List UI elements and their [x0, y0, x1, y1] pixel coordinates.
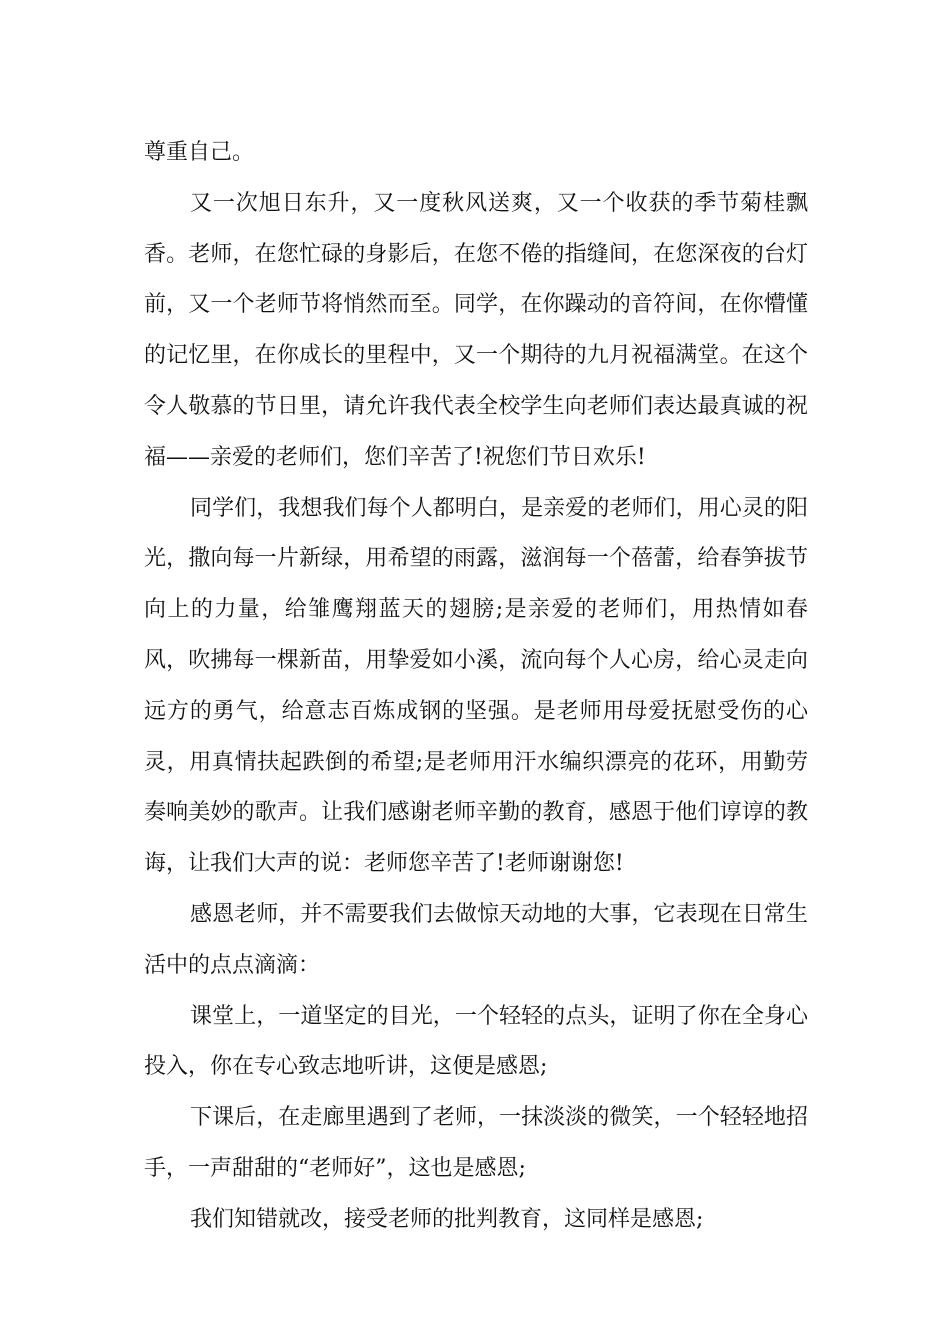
paragraph-continued: 尊重自己。 — [144, 140, 255, 165]
paragraph-correct-mistakes: 我们知错就改，接受老师的批判教育，这同样是感恩; — [190, 1206, 704, 1232]
paragraph-after-class: 下课后，在走廊里遇到了老师，一抹淡淡的微笑，一个轻轻地招手，一声甜甜的“老师好”，这也是感恩; — [144, 1105, 808, 1181]
document-body — [144, 128, 808, 1246]
paragraph-gratitude: 同学们，我想我们每个人都明白，是亲爱的老师们，用心灵的阳光，撒向每一片新绿，用希望的雨露，滋润每一个蓓蕾，给春笋拔节向上的力量，给雏鹰翔蓝天的翅膀;是亲爱的老师们，用热情如春风，吹拂每一棵新苗，用挚爱如小溪，流向每个人心房，给心灵走向远方的勇气，给意志百炼成钢的坚强。是老师用母爱抚慰受伤的心灵，用真情扶起跌倒的希望;是老师用汗水编织漂亮的花环，用勤劳奏响美妙的歌声。让我们感谢老师辛勤的教育，感恩于他们谆谆的教诲，让我们大声的说：老师您辛苦了!老师谢谢您! — [144, 495, 808, 877]
paragraph-greeting: 又一次旭日东升，又一度秋风送爽，又一个收获的季节菊桂飘香。老师，在您忙碌的身影后，在您不倦的指缝间，在您深夜的台灯前，又一个老师节将悄然而至。同学，在你躁动的音符间，在你懵懂的记忆里，在你成长的里程中，又一个期待的九月祝福满堂。在这个令人敬慕的节日里，请允许我代表全校学生向老师们表达最真诚的祝福——亲爱的老师们，您们辛苦了!祝您们节日欢乐! — [144, 190, 808, 470]
paragraph-classroom: 课堂上，一道坚定的目光，一个轻轻的点头，证明了你在全身心投入，你在专心致志地听讲，这便是感恩; — [144, 1003, 808, 1080]
paragraph-daily-life: 感恩老师，并不需要我们去做惊天动地的大事，它表现在日常生活中的点点滴滴： — [144, 901, 808, 978]
